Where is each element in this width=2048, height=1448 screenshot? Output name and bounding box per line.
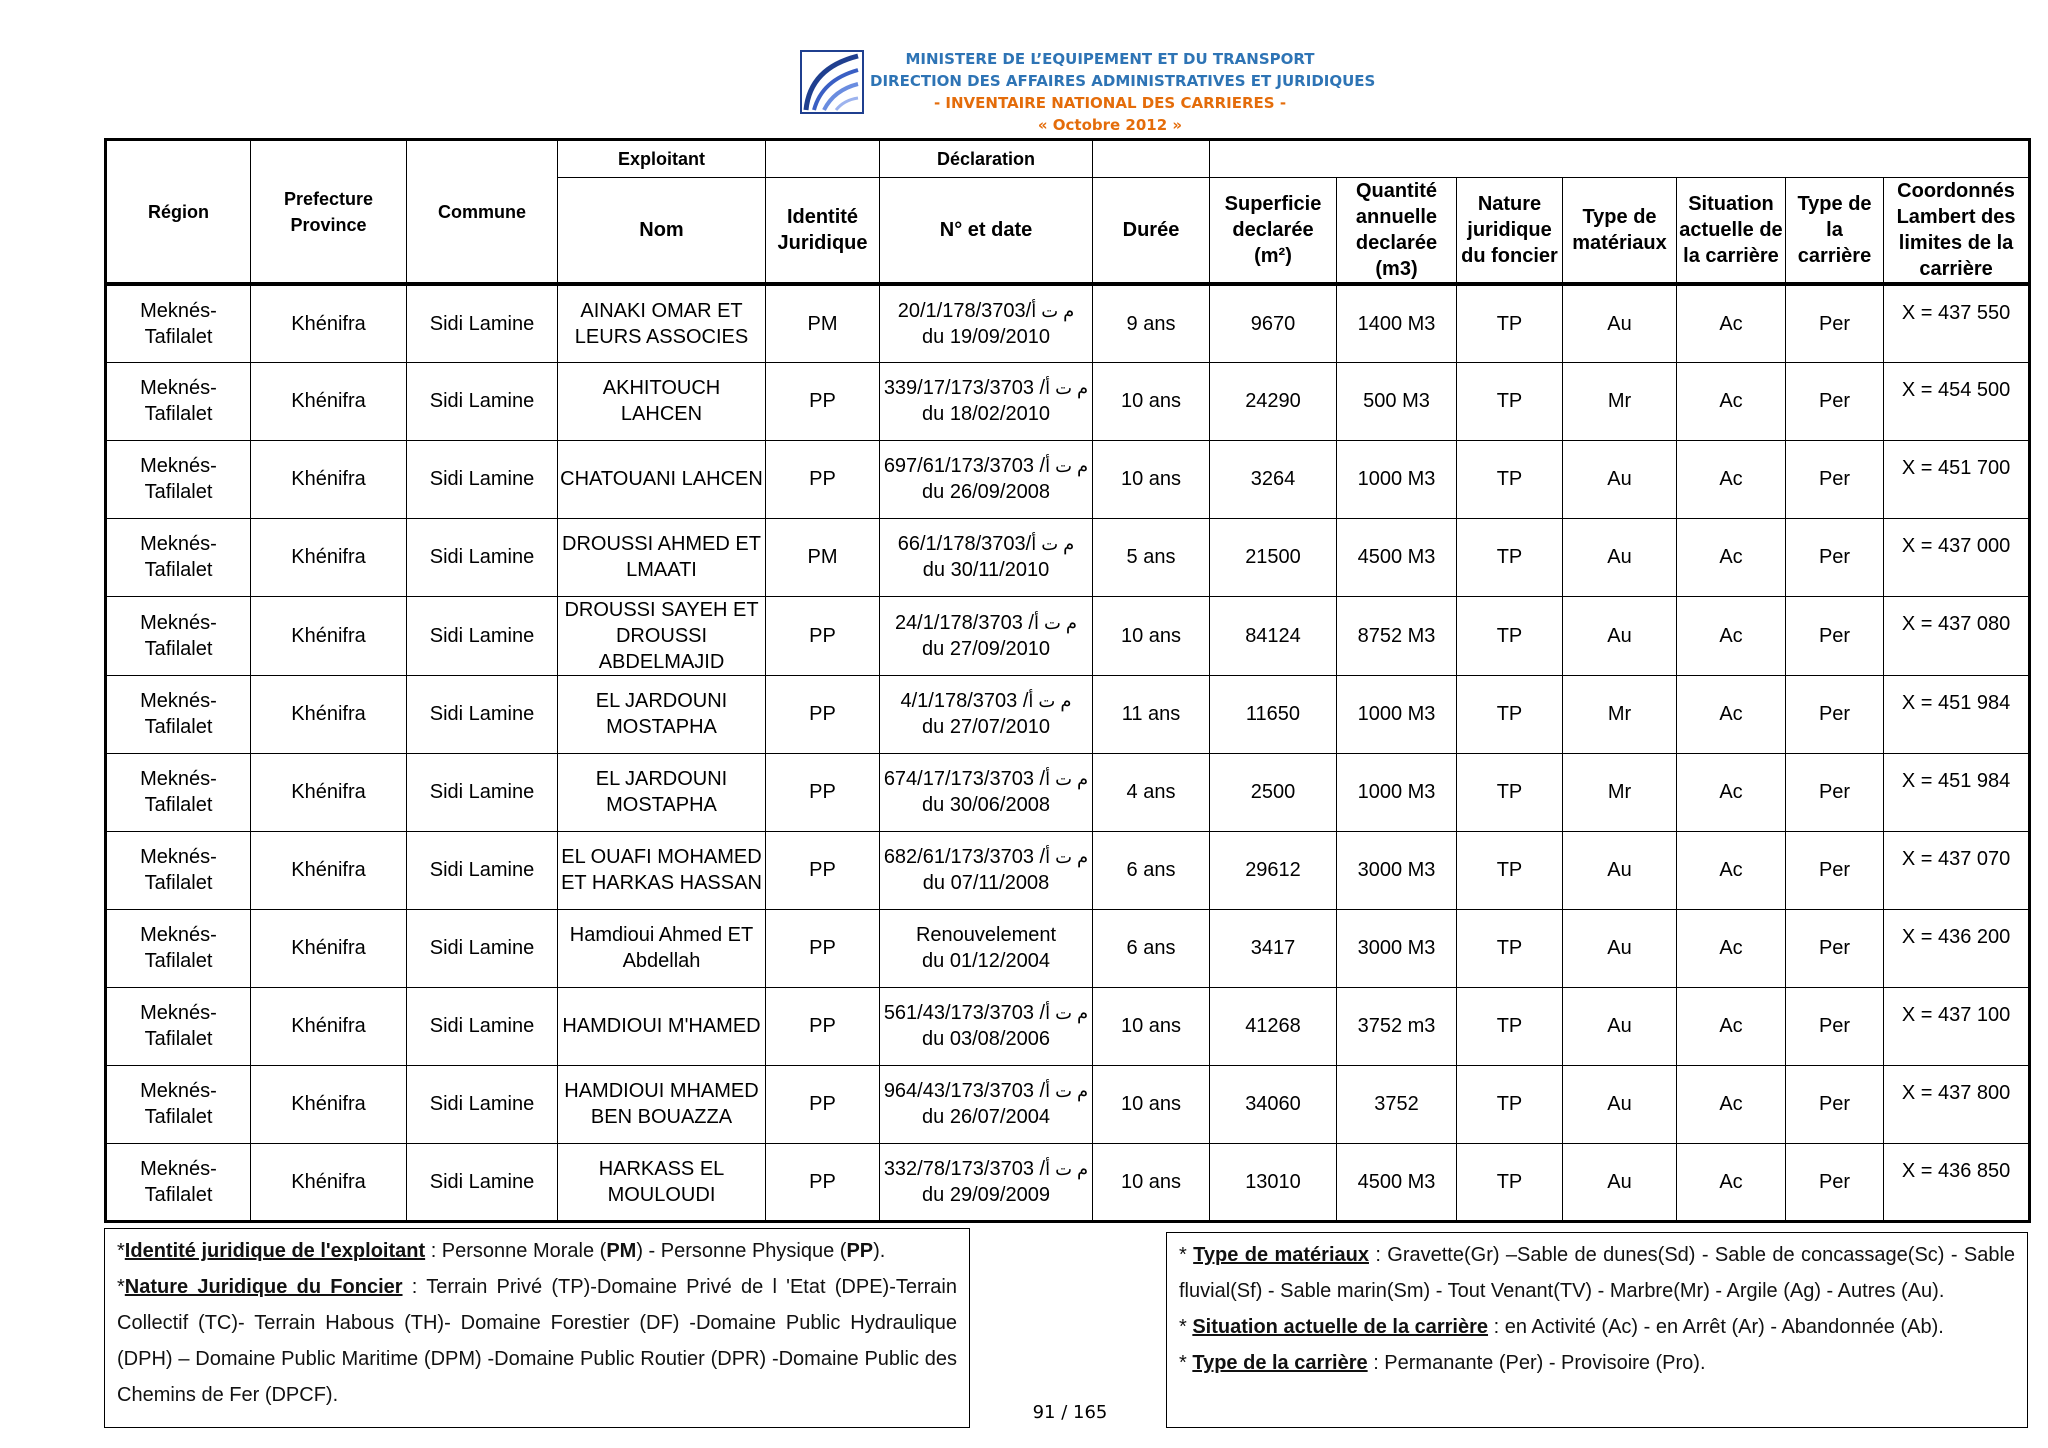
cell-superficie: 9670 — [1210, 284, 1337, 362]
cell-type-carriere: Per — [1786, 1065, 1884, 1143]
cell-duree: 10 ans — [1093, 1065, 1210, 1143]
table-row — [106, 440, 2030, 518]
cell-identite: PM — [766, 518, 880, 596]
cell-identite: PP — [766, 987, 880, 1065]
cell-superficie: 84124 — [1210, 596, 1337, 675]
cell-prefecture: Khénifra — [251, 987, 407, 1065]
cell-region: Meknés-Tafilalet — [106, 1065, 251, 1143]
legend-type-key: Type de matériaux — [1193, 1244, 1369, 1266]
cell-commune: Sidi Lamine — [407, 831, 558, 909]
cell-type-materiaux: Au — [1563, 596, 1677, 675]
cell-prefecture: Khénifra — [251, 284, 407, 362]
cell-identite: PP — [766, 1143, 880, 1221]
table-row — [106, 284, 2030, 362]
cell-type-carriere: Per — [1786, 1143, 1884, 1221]
declaration-number-line — [882, 375, 1090, 401]
cell-numero-date — [880, 284, 1093, 362]
legend-nature-text: : Terrain Privé (TP)-Domaine Privé de l 'Etat (DPE)-Terrain Collectif (TC)- Terrain Habous (TH)- Domaine Forestier (DF) -Domaine Public Hydraulique (DPH) – Domaine Public Maritime (DPM) -Domaine Public Routier (DPR) -Domaine Public des Chemins de Fer (DPCF). — [117, 1276, 957, 1406]
cell-quantite: 8752 M3 — [1337, 596, 1457, 675]
legend-left-box — [104, 1228, 970, 1428]
cell-quantite: 1000 M3 — [1337, 753, 1457, 831]
cell-nature: TP — [1457, 909, 1563, 987]
col-header-nom: Nom — [558, 178, 766, 285]
cell-numero-date — [880, 909, 1093, 987]
cell-superficie: 41268 — [1210, 987, 1337, 1065]
cell-prefecture: Khénifra — [251, 1065, 407, 1143]
cell-superficie: 11650 — [1210, 675, 1337, 753]
cell-numero-date — [880, 675, 1093, 753]
table-row — [106, 675, 2030, 753]
cell-type-materiaux: Au — [1563, 987, 1677, 1065]
table-group-header-row — [106, 140, 2030, 178]
declaration-date: du 27/07/2010 — [922, 716, 1050, 738]
declaration-date: du 18/02/2010 — [922, 403, 1050, 425]
cell-superficie: 13010 — [1210, 1143, 1337, 1221]
cell-coordonnees: X = 437 080 — [1884, 596, 2030, 675]
table-row — [106, 831, 2030, 909]
table-body — [106, 284, 2030, 1221]
declaration-suffix: م ت أ — [1045, 1003, 1089, 1023]
cell-nom: EL JARDOUNI MOSTAPHA — [558, 753, 766, 831]
cell-coordonnees: X = 436 200 — [1884, 909, 2030, 987]
header-text-block — [870, 48, 1376, 136]
cell-situation: Ac — [1677, 1143, 1786, 1221]
cell-nom: Hamdioui Ahmed ET Abdellah — [558, 909, 766, 987]
page-number: 91 / 165 — [1032, 1402, 1108, 1423]
declaration-suffix: م ت أ — [1031, 300, 1075, 321]
cell-identite: PP — [766, 362, 880, 440]
table-row — [106, 1143, 2030, 1221]
cell-quantite: 4500 M3 — [1337, 518, 1457, 596]
declaration-number: 674/17/173/3703 / — [883, 768, 1046, 790]
group-header-blank-1 — [766, 140, 880, 178]
cell-region: Meknés-Tafilalet — [106, 831, 251, 909]
declaration-number-line — [882, 766, 1090, 792]
declaration-suffix: م ت أ — [1033, 612, 1078, 633]
declaration-number: Renouvelement — [915, 924, 1057, 946]
cell-coordonnees: X = 451 984 — [1884, 675, 2030, 753]
legend-nature: *Nature Juridique du Foncier : Terrain Privé (TP)-Domaine Privé de l 'Etat (DPE)-Terrain Collectif (TC)- Terrain Habous (TH)- Domaine Forestier (DF) -Domaine Public Hydraulique (DPH) – Domaine Public Maritime (DPM) -Domaine Public Routier (DPR) -Domaine Public des Chemins de Fer (DPCF). — [117, 1276, 957, 1406]
legend-identite-text-a: : Personne Morale ( — [425, 1240, 607, 1262]
cell-commune: Sidi Lamine — [407, 909, 558, 987]
declaration-suffix: م ت أ — [1045, 847, 1089, 867]
cell-nom: AINAKI OMAR ET LEURS ASSOCIES — [558, 284, 766, 362]
cell-numero-date — [880, 518, 1093, 596]
cell-region: Meknés-Tafilalet — [106, 675, 251, 753]
group-header-blank-3 — [1210, 140, 2030, 178]
cell-identite: PP — [766, 440, 880, 518]
declaration-suffix: م ت أ — [1028, 691, 1072, 711]
cell-duree: 10 ans — [1093, 440, 1210, 518]
col-header-duree: Durée — [1093, 178, 1210, 285]
cell-superficie: 3264 — [1210, 440, 1337, 518]
cell-quantite: 1000 M3 — [1337, 440, 1457, 518]
cell-commune: Sidi Lamine — [407, 284, 558, 362]
cell-type-materiaux: Au — [1563, 284, 1677, 362]
cell-superficie: 34060 — [1210, 1065, 1337, 1143]
declaration-number: 339/17/173/3703 / — [883, 377, 1046, 399]
cell-nature: TP — [1457, 440, 1563, 518]
col-header-prefecture: Prefecture Province — [251, 140, 407, 285]
declaration-date: du 07/11/2008 — [922, 872, 1050, 894]
col-header-numero: N° et date — [880, 178, 1093, 285]
cell-coordonnees: X = 451 984 — [1884, 753, 2030, 831]
cell-nom: DROUSSI AHMED ET LMAATI — [558, 518, 766, 596]
legend-pp: PP — [846, 1240, 874, 1262]
col-header-superficie: Superficie declarée (m²) — [1210, 178, 1337, 285]
cell-superficie: 2500 — [1210, 753, 1337, 831]
declaration-number-line — [882, 688, 1090, 714]
declaration-number-line — [882, 298, 1090, 324]
cell-superficie: 29612 — [1210, 831, 1337, 909]
cell-situation: Ac — [1677, 284, 1786, 362]
cell-type-materiaux: Au — [1563, 518, 1677, 596]
group-header-exploitant: Exploitant — [558, 140, 766, 178]
cell-commune: Sidi Lamine — [407, 675, 558, 753]
cell-nom: AKHITOUCH LAHCEN — [558, 362, 766, 440]
declaration-number: 332/78/173/3703 / — [883, 1157, 1046, 1180]
cell-type-carriere: Per — [1786, 831, 1884, 909]
legend-identite-text-b: ) - Personne Physique ( — [636, 1240, 847, 1262]
cell-region: Meknés-Tafilalet — [106, 1143, 251, 1221]
document-header — [800, 48, 1376, 136]
group-header-blank-2 — [1093, 140, 1210, 178]
cell-superficie: 3417 — [1210, 909, 1337, 987]
ministry-logo-icon — [800, 50, 864, 114]
cell-prefecture: Khénifra — [251, 596, 407, 675]
declaration-number-line — [882, 1000, 1090, 1026]
declaration-date: du 29/09/2009 — [922, 1183, 1050, 1206]
cell-numero-date — [880, 753, 1093, 831]
cell-situation: Ac — [1677, 1065, 1786, 1143]
cell-superficie: 24290 — [1210, 362, 1337, 440]
cell-type-carriere: Per — [1786, 440, 1884, 518]
legend-identite-text-c: ). — [873, 1240, 886, 1262]
declaration-number-line — [882, 531, 1090, 557]
declaration-suffix: م ت أ — [1045, 769, 1089, 789]
cell-prefecture: Khénifra — [251, 675, 407, 753]
col-header-situation: Situation actuelle de la carrière — [1677, 178, 1786, 285]
legend-right-box — [1166, 1232, 2028, 1428]
cell-situation: Ac — [1677, 440, 1786, 518]
cell-type-carriere: Per — [1786, 518, 1884, 596]
cell-type-materiaux: Mr — [1563, 675, 1677, 753]
cell-identite: PP — [766, 909, 880, 987]
cell-duree: 6 ans — [1093, 831, 1210, 909]
cell-numero-date — [880, 440, 1093, 518]
cell-situation: Ac — [1677, 753, 1786, 831]
cell-coordonnees: X = 437 550 — [1884, 284, 2030, 362]
direction-name: DIRECTION DES AFFAIRES ADMINISTRATIVES ET JURIDIQUES — [870, 72, 1376, 90]
cell-region: Meknés-Tafilalet — [106, 284, 251, 362]
cell-quantite: 1000 M3 — [1337, 675, 1457, 753]
cell-duree: 5 ans — [1093, 518, 1210, 596]
declaration-date: du 30/06/2008 — [922, 794, 1050, 816]
cell-quantite: 3000 M3 — [1337, 909, 1457, 987]
cell-coordonnees: X = 437 070 — [1884, 831, 2030, 909]
cell-commune: Sidi Lamine — [407, 596, 558, 675]
col-header-coordonnees: Coordonnés Lambert des limites de la carrière — [1884, 178, 2030, 285]
cell-prefecture: Khénifra — [251, 362, 407, 440]
cell-commune: Sidi Lamine — [407, 440, 558, 518]
cell-identite: PP — [766, 596, 880, 675]
declaration-number-line — [882, 1156, 1090, 1182]
col-header-type-carriere: Type de la carrière — [1786, 178, 1884, 285]
legend-nature-key: Nature Juridique du Foncier — [124, 1276, 403, 1298]
cell-type-materiaux: Au — [1563, 1143, 1677, 1221]
legend-identite-key: Identité juridique de l'exploitant — [124, 1240, 426, 1262]
cell-numero-date — [880, 831, 1093, 909]
cell-numero-date — [880, 596, 1093, 675]
cell-nom: HARKASS EL MOULOUDI — [558, 1143, 766, 1221]
ministry-name: MINISTERE DE L’EQUIPEMENT ET DU TRANSPORT — [905, 50, 1315, 68]
cell-region: Meknés-Tafilalet — [106, 362, 251, 440]
declaration-date: du 19/09/2010 — [922, 325, 1050, 348]
cell-coordonnees: X = 437 100 — [1884, 987, 2030, 1065]
cell-prefecture: Khénifra — [251, 753, 407, 831]
cell-region: Meknés-Tafilalet — [106, 596, 251, 675]
legend-type-text: : Gravette(Gr) –Sable de dunes(Sd) - Sable de concassage(Sc) - Sable fluvial(Sf) - Sable marin(Sm) - Tout Venant(TV) - Marbre(Mr) - Argile (Ag) - Autres (Au). — [1179, 1244, 2016, 1302]
cell-nature: TP — [1457, 1065, 1563, 1143]
declaration-date: du 03/08/2006 — [922, 1028, 1050, 1050]
cell-region: Meknés-Tafilalet — [106, 753, 251, 831]
cell-coordonnees: X = 436 850 — [1884, 1143, 2030, 1221]
declaration-number: 20/1/178/3703/ — [897, 299, 1032, 322]
legend-situation-text: : en Activité (Ac) - en Arrêt (Ar) - Abandonnée (Ab). — [1488, 1316, 1944, 1338]
cell-type-materiaux: Mr — [1563, 753, 1677, 831]
cell-prefecture: Khénifra — [251, 1143, 407, 1221]
cell-numero-date — [880, 1143, 1093, 1221]
declaration-number: 24/1/178/3703 / — [894, 611, 1034, 634]
cell-duree: 10 ans — [1093, 987, 1210, 1065]
cell-quantite: 3752 — [1337, 1065, 1457, 1143]
legend-pm: PM — [606, 1240, 637, 1262]
cell-commune: Sidi Lamine — [407, 753, 558, 831]
cell-type-carriere: Per — [1786, 987, 1884, 1065]
cell-coordonnees: X = 451 700 — [1884, 440, 2030, 518]
cell-quantite: 3000 M3 — [1337, 831, 1457, 909]
cell-nom: HAMDIOUI M'HAMED — [558, 987, 766, 1065]
cell-region: Meknés-Tafilalet — [106, 909, 251, 987]
cell-situation: Ac — [1677, 909, 1786, 987]
cell-situation: Ac — [1677, 987, 1786, 1065]
cell-duree: 9 ans — [1093, 284, 1210, 362]
cell-prefecture: Khénifra — [251, 831, 407, 909]
table-row — [106, 362, 2030, 440]
cell-duree: 10 ans — [1093, 596, 1210, 675]
declaration-number: 66/1/178/3703/ — [897, 533, 1032, 555]
cell-numero-date — [880, 362, 1093, 440]
cell-numero-date — [880, 987, 1093, 1065]
table-row — [106, 987, 2030, 1065]
cell-type-carriere: Per — [1786, 675, 1884, 753]
declaration-suffix: م ت أ — [1031, 534, 1075, 554]
cell-commune: Sidi Lamine — [407, 362, 558, 440]
cell-type-carriere: Per — [1786, 753, 1884, 831]
col-header-identite: Identité Juridique — [766, 178, 880, 285]
declaration-suffix: م ت أ — [1045, 1081, 1089, 1101]
cell-identite: PM — [766, 284, 880, 362]
cell-coordonnees: X = 437 000 — [1884, 518, 2030, 596]
cell-type-carriere: Per — [1786, 596, 1884, 675]
cell-situation: Ac — [1677, 518, 1786, 596]
cell-nature: TP — [1457, 518, 1563, 596]
cell-nature: TP — [1457, 1143, 1563, 1221]
cell-situation: Ac — [1677, 362, 1786, 440]
table-row — [106, 1065, 2030, 1143]
table-row — [106, 596, 2030, 675]
cell-type-carriere: Per — [1786, 284, 1884, 362]
cell-commune: Sidi Lamine — [407, 1143, 558, 1221]
table-row — [106, 909, 2030, 987]
cell-coordonnees: X = 454 500 — [1884, 362, 2030, 440]
cell-nature: TP — [1457, 987, 1563, 1065]
cell-type-materiaux: Mr — [1563, 362, 1677, 440]
cell-identite: PP — [766, 675, 880, 753]
cell-type-materiaux: Au — [1563, 831, 1677, 909]
cell-quantite: 4500 M3 — [1337, 1143, 1457, 1221]
cell-duree: 10 ans — [1093, 1143, 1210, 1221]
declaration-number: 561/43/173/3703 / — [883, 1002, 1046, 1024]
cell-type-materiaux: Au — [1563, 909, 1677, 987]
cell-type-carriere: Per — [1786, 362, 1884, 440]
cell-duree: 4 ans — [1093, 753, 1210, 831]
cell-region: Meknés-Tafilalet — [106, 518, 251, 596]
cell-duree: 6 ans — [1093, 909, 1210, 987]
cell-type-materiaux: Au — [1563, 440, 1677, 518]
declaration-date: du 26/07/2004 — [922, 1106, 1050, 1128]
cell-nom: EL JARDOUNI MOSTAPHA — [558, 675, 766, 753]
declaration-number: 697/61/173/3703 / — [883, 455, 1046, 477]
table-row — [106, 753, 2030, 831]
cell-nom: DROUSSI SAYEH ET DROUSSI ABDELMAJID — [558, 596, 766, 675]
cell-type-carriere: Per — [1786, 909, 1884, 987]
cell-situation: Ac — [1677, 675, 1786, 753]
cell-duree: 11 ans — [1093, 675, 1210, 753]
cell-type-materiaux: Au — [1563, 1065, 1677, 1143]
declaration-suffix: م ت أ — [1045, 1158, 1089, 1179]
cell-commune: Sidi Lamine — [407, 518, 558, 596]
cell-identite: PP — [766, 753, 880, 831]
cell-nom: EL OUAFI MOHAMED ET HARKAS HASSAN — [558, 831, 766, 909]
declaration-number: 682/61/173/3703 / — [883, 846, 1046, 868]
cell-nature: TP — [1457, 675, 1563, 753]
cell-quantite: 3752 m3 — [1337, 987, 1457, 1065]
col-header-region: Région — [106, 140, 251, 285]
cell-commune: Sidi Lamine — [407, 1065, 558, 1143]
cell-duree: 10 ans — [1093, 362, 1210, 440]
legend-carriere-text: : Permanante (Per) - Provisoire (Pro). — [1367, 1352, 1706, 1374]
inventory-date: « Octobre 2012 » — [1037, 116, 1183, 134]
cell-region: Meknés-Tafilalet — [106, 987, 251, 1065]
declaration-suffix: م ت أ — [1045, 378, 1089, 398]
inventory-title: - INVENTAIRE NATIONAL DES CARRIERES - — [933, 94, 1287, 112]
cell-numero-date — [880, 1065, 1093, 1143]
cell-commune: Sidi Lamine — [407, 987, 558, 1065]
cell-nature: TP — [1457, 753, 1563, 831]
legend-situation-key: Situation actuelle de la carrière — [1192, 1316, 1489, 1338]
cell-region: Meknés-Tafilalet — [106, 440, 251, 518]
cell-identite: PP — [766, 831, 880, 909]
declaration-date: du 27/09/2010 — [922, 637, 1050, 660]
cell-prefecture: Khénifra — [251, 909, 407, 987]
declaration-suffix: م ت أ — [1045, 456, 1089, 476]
cell-nature: TP — [1457, 596, 1563, 675]
quarries-table — [104, 138, 2031, 1223]
cell-prefecture: Khénifra — [251, 518, 407, 596]
cell-nature: TP — [1457, 831, 1563, 909]
legend-carriere: * Type de la carrière : Permanante (Per) - Provisoire (Pro). — [1179, 1352, 1706, 1374]
table-row — [106, 518, 2030, 596]
cell-situation: Ac — [1677, 596, 1786, 675]
declaration-number-line — [882, 922, 1090, 948]
cell-identite: PP — [766, 1065, 880, 1143]
cell-superficie: 21500 — [1210, 518, 1337, 596]
cell-coordonnees: X = 437 800 — [1884, 1065, 2030, 1143]
col-header-quantite: Quantité annuelle declarée (m3) — [1337, 178, 1457, 285]
legend-situation: * Situation actuelle de la carrière : en Activité (Ac) - en Arrêt (Ar) - Abandonnée (Ab). — [1179, 1316, 1944, 1338]
cell-nom: CHATOUANI LAHCEN — [558, 440, 766, 518]
declaration-date: du 26/09/2008 — [922, 481, 1050, 503]
declaration-date: du 01/12/2004 — [922, 950, 1050, 972]
legend-carriere-key: Type de la carrière — [1192, 1352, 1368, 1374]
legend-type-materiaux: * Type de matériaux : Gravette(Gr) –Sable de dunes(Sd) - Sable de concassage(Sc) - Sable fluvial(Sf) - Sable marin(Sm) - Tout Venant(TV) - Marbre(Mr) - Argile (Ag) - Autres (Au). — [1179, 1244, 2016, 1302]
group-header-declaration: Déclaration — [880, 140, 1093, 178]
declaration-number: 4/1/178/3703 / — [900, 690, 1029, 712]
cell-nature: TP — [1457, 362, 1563, 440]
col-header-nature: Nature juridique du foncier — [1457, 178, 1563, 285]
declaration-number-line — [882, 1078, 1090, 1104]
legend-identite: *Identité juridique de l'exploitant : Personne Morale (PM) - Personne Physique (PP). — [117, 1240, 886, 1262]
declaration-number-line — [882, 453, 1090, 479]
cell-prefecture: Khénifra — [251, 440, 407, 518]
declaration-number: 964/43/173/3703 / — [883, 1080, 1046, 1102]
cell-nom: HAMDIOUI MHAMED BEN BOUAZZA — [558, 1065, 766, 1143]
cell-quantite: 1400 M3 — [1337, 284, 1457, 362]
col-header-commune: Commune — [407, 140, 558, 285]
declaration-date: du 30/11/2010 — [922, 559, 1050, 581]
cell-quantite: 500 M3 — [1337, 362, 1457, 440]
cell-situation: Ac — [1677, 831, 1786, 909]
declaration-number-line — [882, 844, 1090, 870]
declaration-number-line — [882, 610, 1090, 636]
cell-nature: TP — [1457, 284, 1563, 362]
col-header-type-materiaux: Type de matériaux — [1563, 178, 1677, 285]
